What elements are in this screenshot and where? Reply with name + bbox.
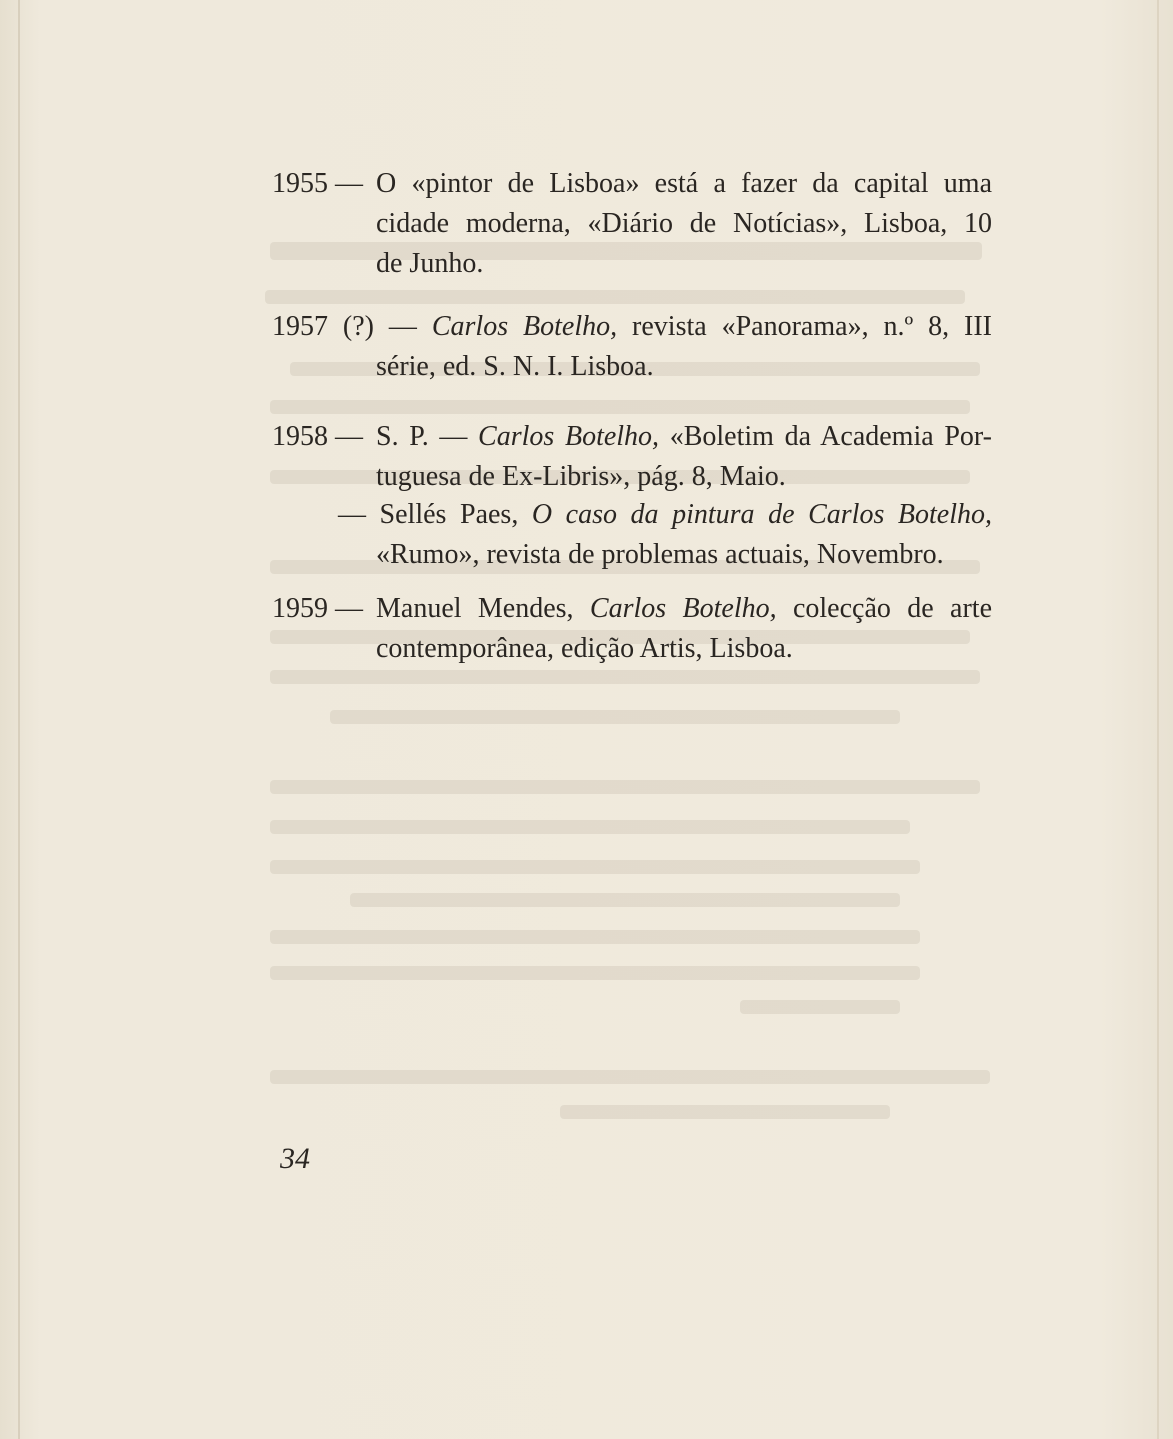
page-number: 34 <box>280 1142 310 1175</box>
entry-line <box>376 589 992 629</box>
entry-year: 1958 — <box>272 421 363 452</box>
entry-line: tuguesa de Ex-Libris», pág. 8, Maio. <box>376 461 786 492</box>
entry-line: contemporânea, edição Artis, Lisboa. <box>376 633 793 664</box>
entry-line <box>338 495 992 535</box>
entry-body <box>376 417 992 497</box>
entry-title: Carlos Botelho, <box>478 421 660 452</box>
entry-1957 <box>272 307 992 387</box>
entry-body <box>376 164 992 284</box>
entry-line <box>272 307 992 347</box>
entry-text: Manuel Mendes, <box>376 593 590 624</box>
entry-year: 1959 — <box>272 593 363 624</box>
entry-line: de Junho. <box>376 248 484 279</box>
entry-year: 1955 — <box>272 168 363 199</box>
entry-text: colecção de arte <box>776 593 992 624</box>
entry-text: — Sellés Paes, <box>338 499 532 530</box>
entry-title: O caso da pintura de Carlos Botelho, <box>531 499 993 530</box>
entry-year: 1957 (?) — <box>272 311 432 342</box>
entry-text: «Boletim da Academia Por- <box>659 421 992 452</box>
entry-line <box>376 417 992 457</box>
entry-title: Carlos Botelho, <box>431 311 618 342</box>
entry-title: Carlos Botelho, <box>589 593 777 624</box>
entry-line: «Rumo», revista de problemas actuais, Novembro. <box>376 539 944 570</box>
entry-line: O «pintor de Lisboa» está a fazer da capital uma <box>376 168 992 199</box>
entry-text: S. P. — <box>376 421 479 452</box>
entry-line: cidade moderna, «Diário de Notícias», Lisboa, 10 <box>376 208 992 239</box>
entry-sub <box>338 495 992 575</box>
entry-line: série, ed. S. N. I. Lisboa. <box>376 351 654 382</box>
entry-text: revista «Panorama», n.º 8, III <box>617 311 992 342</box>
entry-body <box>376 589 992 669</box>
